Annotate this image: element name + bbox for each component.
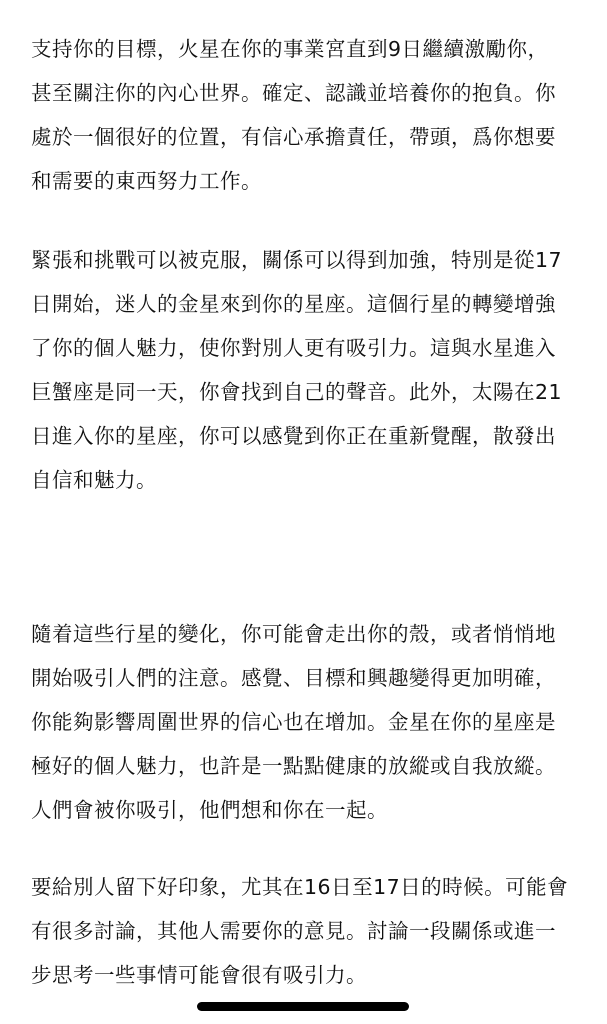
paragraph-impression (31, 865, 579, 997)
paragraph-line: 和需要的東西努力工作。 (31, 169, 262, 193)
paragraph-line: 極好的個人魅力，也許是一點點健康的放縱或自我放縱。 (31, 754, 556, 778)
paragraph-line: 支持你的目標，火星在你的事業宮直到9日繼續激勵你， (31, 37, 549, 61)
paragraph-venus-sign (31, 238, 579, 502)
paragraph-line: 自信和魅力。 (31, 468, 157, 492)
paragraph-line: 處於一個很好的位置，有信心承擔責任，帶頭，爲你想要 (31, 125, 556, 149)
home-indicator[interactable] (197, 1002, 409, 1011)
paragraph-line: 日開始，迷人的金星來到你的星座。這個行星的轉變增強 (31, 292, 556, 316)
paragraph-line: 你能夠影響周圍世界的信心也在增加。金星在你的星座是 (31, 710, 556, 734)
paragraph-line: 甚至關注你的內心世界。確定、認識並培養你的抱負。你 (31, 81, 556, 105)
paragraph-line: 了你的個人魅力，使你對別人更有吸引力。這與水星進入 (31, 336, 556, 360)
paragraph-line: 有很多討論，其他人需要你的意見。討論一段關係或進一 (31, 919, 556, 943)
paragraph-line: 人們會被你吸引，他們想和你在一起。 (31, 798, 388, 822)
paragraph-planet-changes (31, 612, 579, 832)
paragraph-line: 緊張和挑戰可以被克服，關係可以得到加強，特別是從17 (31, 248, 563, 272)
paragraph-mars-career (31, 27, 579, 203)
paragraph-line: 步思考一些事情可能會很有吸引力。 (31, 963, 367, 987)
paragraph-line: 日進入你的星座，你可以感覺到你正在重新覺醒，散發出 (31, 424, 556, 448)
paragraph-line: 巨蟹座是同一天，你會找到自己的聲音。此外，太陽在21 (31, 380, 563, 404)
paragraph-line: 隨着這些行星的變化，你可能會走出你的殼，或者悄悄地 (31, 622, 556, 646)
paragraph-line: 要給別人留下好印象，尤其在16日至17日的時候。可能會 (31, 875, 569, 899)
paragraph-line: 開始吸引人們的注意。感覺、目標和興趣變得更加明確， (31, 666, 556, 690)
